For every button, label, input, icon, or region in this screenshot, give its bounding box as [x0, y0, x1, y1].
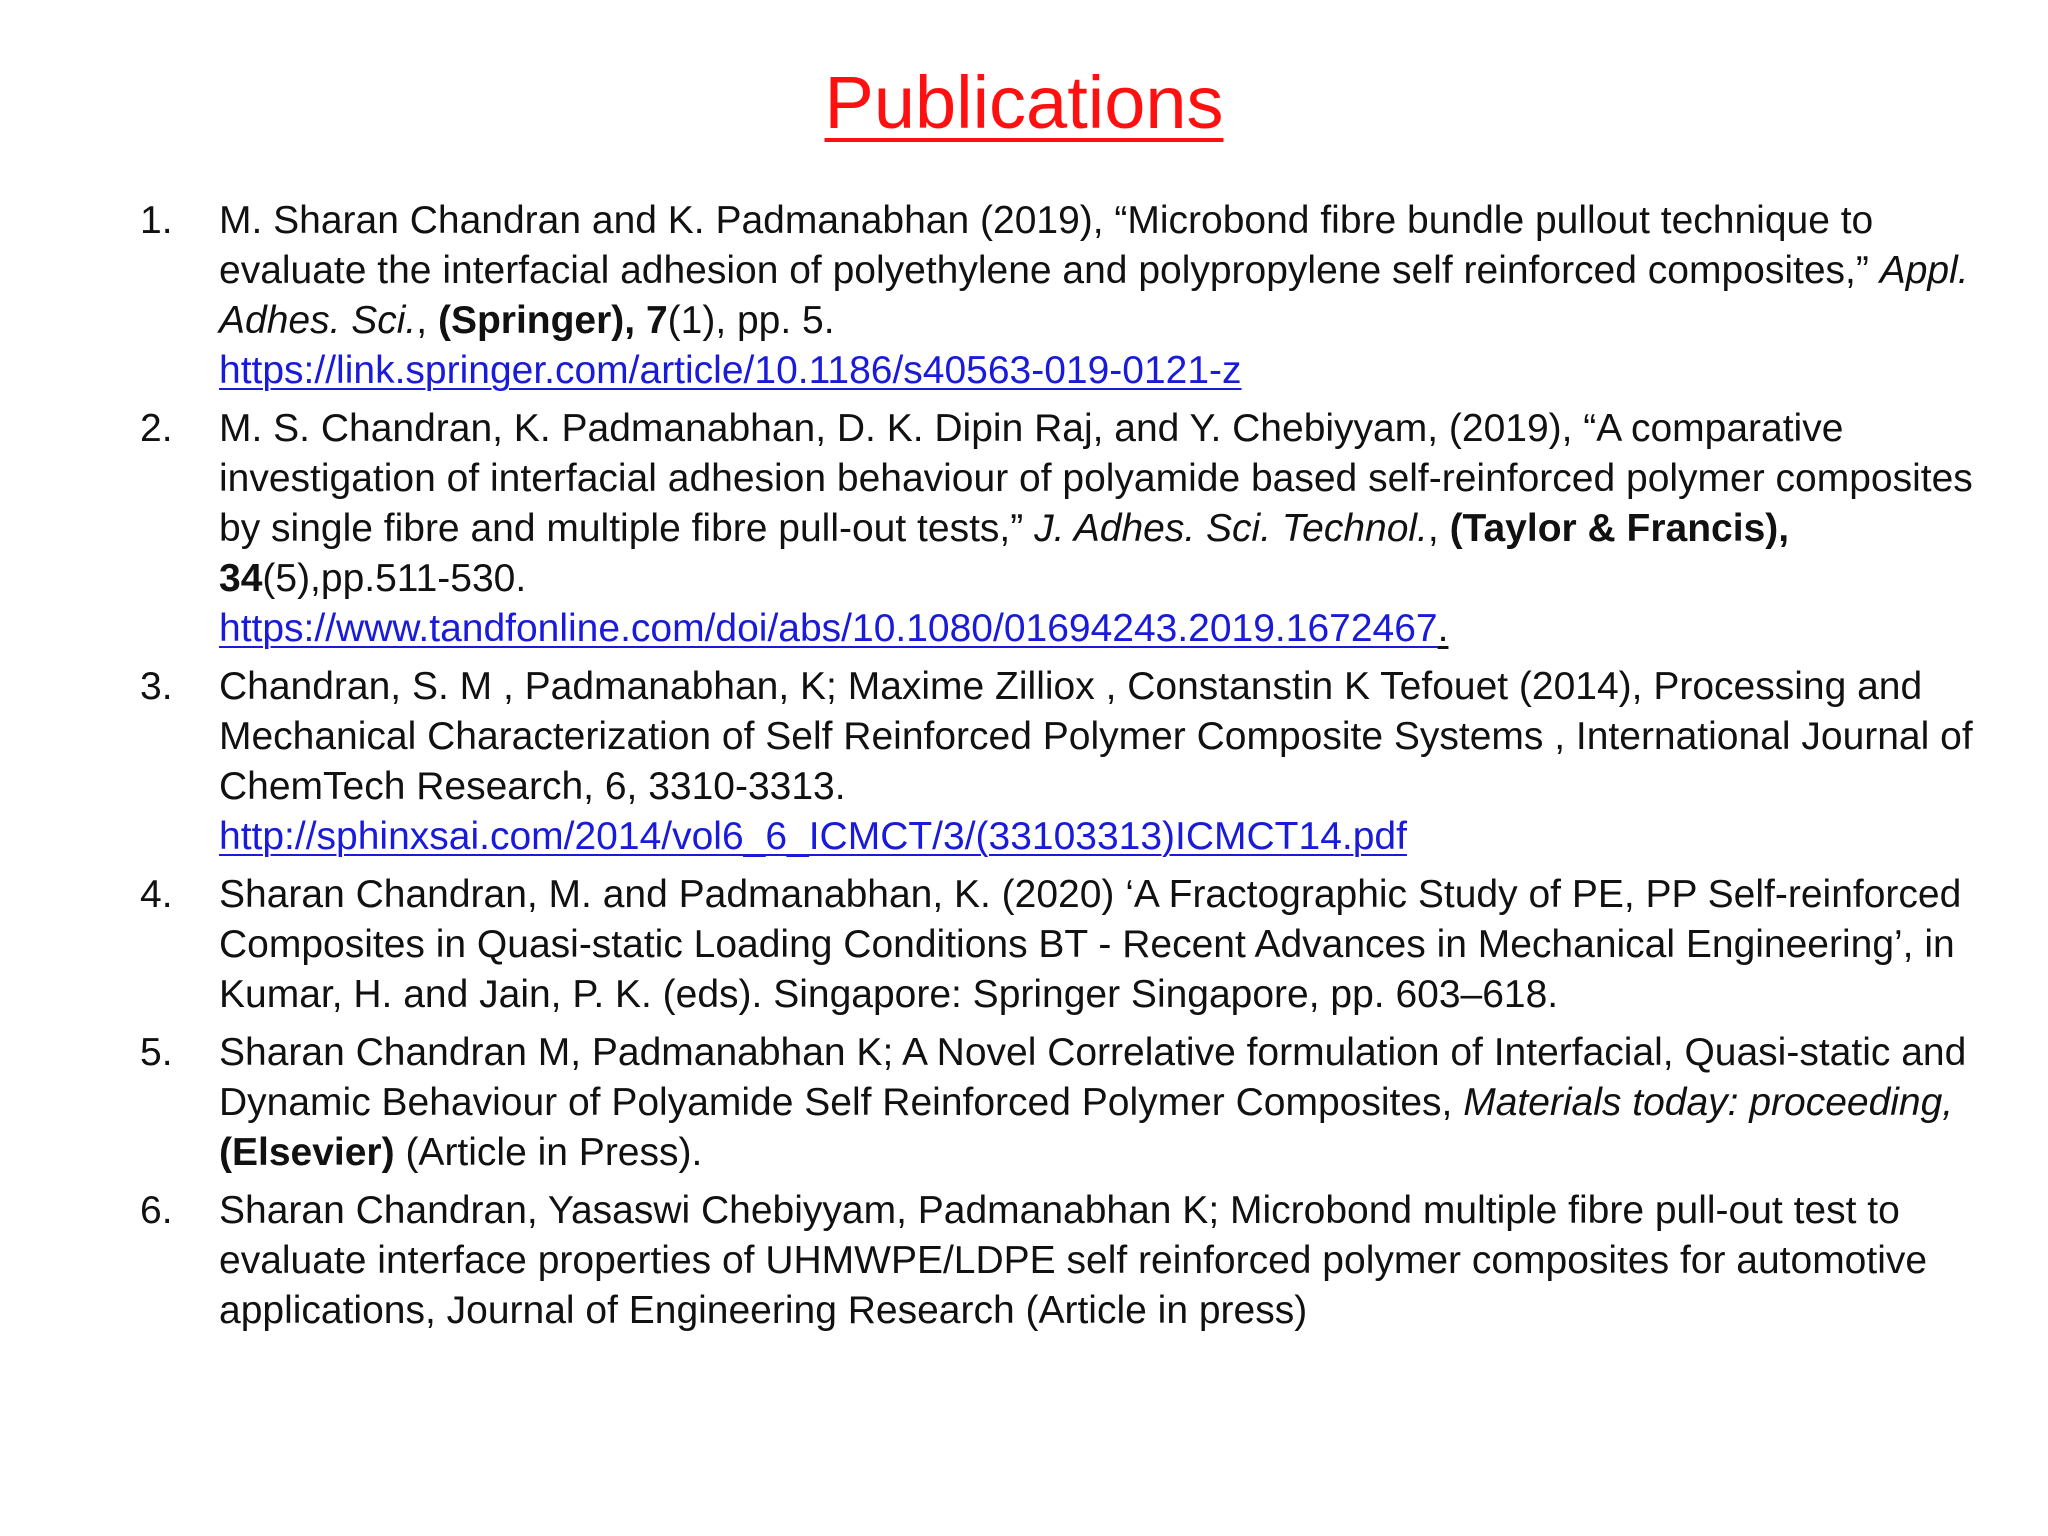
- publication-item: [140, 1186, 2000, 1336]
- publication-authors: M. S. Chandran, K. Padmanabhan, D. K. Dipin Raj, and Y. Chebiyyam, (2019), “A comparative investigation of interfacial adhesion behaviour of polyamide based self-reinforced polymer composites by single fibre and multiple fibre pull-out tests,”: [219, 407, 1973, 550]
- publication-details: (Article in Press).: [394, 1131, 703, 1174]
- publication-number: 4.: [140, 873, 173, 916]
- publication-item: [140, 662, 2000, 862]
- publication-separator: ,: [416, 299, 438, 342]
- publication-publisher: (Springer), 7: [437, 299, 668, 342]
- publication-authors: Sharan Chandran M, Padmanabhan K; A Novel Correlative formulation of Interfacial, Quasi-static and Dynamic Behaviour of Polyamide Self Reinforced Polymer Composites,: [219, 1031, 1967, 1124]
- publication-number: 2.: [140, 407, 173, 450]
- publication-item: [140, 870, 2000, 1020]
- publication-journal: Materials today: proceeding,: [1463, 1081, 1954, 1124]
- publication-number: 5.: [140, 1031, 173, 1074]
- publication-list: [140, 196, 2000, 1344]
- publication-text: Chandran, S. M , Padmanabhan, K; Maxime Zilliox , Constanstin K Tefouet (2014), Processing and Mechanical Characterization of Self Reinforced Polymer Composite Systems , International Journal of ChemTech Research, 6, 3310-3313.: [219, 665, 1973, 808]
- publication-authors: M. Sharan Chandran and K. Padmanabhan (2019), “Microbond fibre bundle pullout technique to evaluate the interfacial adhesion of polyethylene and polypropylene self reinforced composites,”: [219, 199, 1880, 292]
- publication-number: 3.: [140, 665, 173, 708]
- publication-link[interactable]: https://www.tandfonline.com/doi/abs/10.1080/01694243.2019.1672467: [219, 607, 1438, 650]
- publication-trailing-period: .: [1437, 607, 1449, 650]
- publication-publisher: (Taylor & Francis), 34: [219, 507, 1790, 600]
- publication-number: 1.: [140, 199, 173, 242]
- publication-item: [140, 1028, 2000, 1178]
- publication-separator: ,: [1427, 507, 1450, 550]
- publication-item: [140, 196, 2000, 396]
- publication-publisher: (Elsevier): [219, 1131, 395, 1174]
- publication-text: Sharan Chandran, M. and Padmanabhan, K. (2020) ‘A Fractographic Study of PE, PP Self-reinforced Composites in Quasi-static Loading Conditions BT - Recent Advances in Mechanical Engineering’, in Kumar, H. and Jain, P. K. (eds). Singapore: Springer Singapore, pp. 603–618.: [219, 873, 1962, 1016]
- publication-text: Sharan Chandran, Yasaswi Chebiyyam, Padmanabhan K; Microbond multiple fibre pull-out test to evaluate interface properties of UHMWPE/LDPE self reinforced polymer composites for automotive applications, Journal of Engineering Research (Article in press): [219, 1189, 1928, 1332]
- publication-journal: Appl. Adhes. Sci.: [219, 249, 1969, 342]
- page-title: Publications: [824, 61, 1224, 144]
- publication-details: (5),pp.511-530.: [262, 557, 527, 600]
- publication-number: 6.: [140, 1189, 173, 1232]
- publication-link[interactable]: http://sphinxsai.com/2014/vol6_6_ICMCT/3/(33103313)ICMCT14.pdf: [219, 815, 1407, 858]
- publication-journal: J. Adhes. Sci. Technol.: [1034, 507, 1428, 550]
- publication-item: [140, 404, 2000, 654]
- publication-link[interactable]: https://link.springer.com/article/10.1186/s40563-019-0121-z: [219, 349, 1242, 392]
- publication-details: (1), pp. 5.: [667, 299, 835, 342]
